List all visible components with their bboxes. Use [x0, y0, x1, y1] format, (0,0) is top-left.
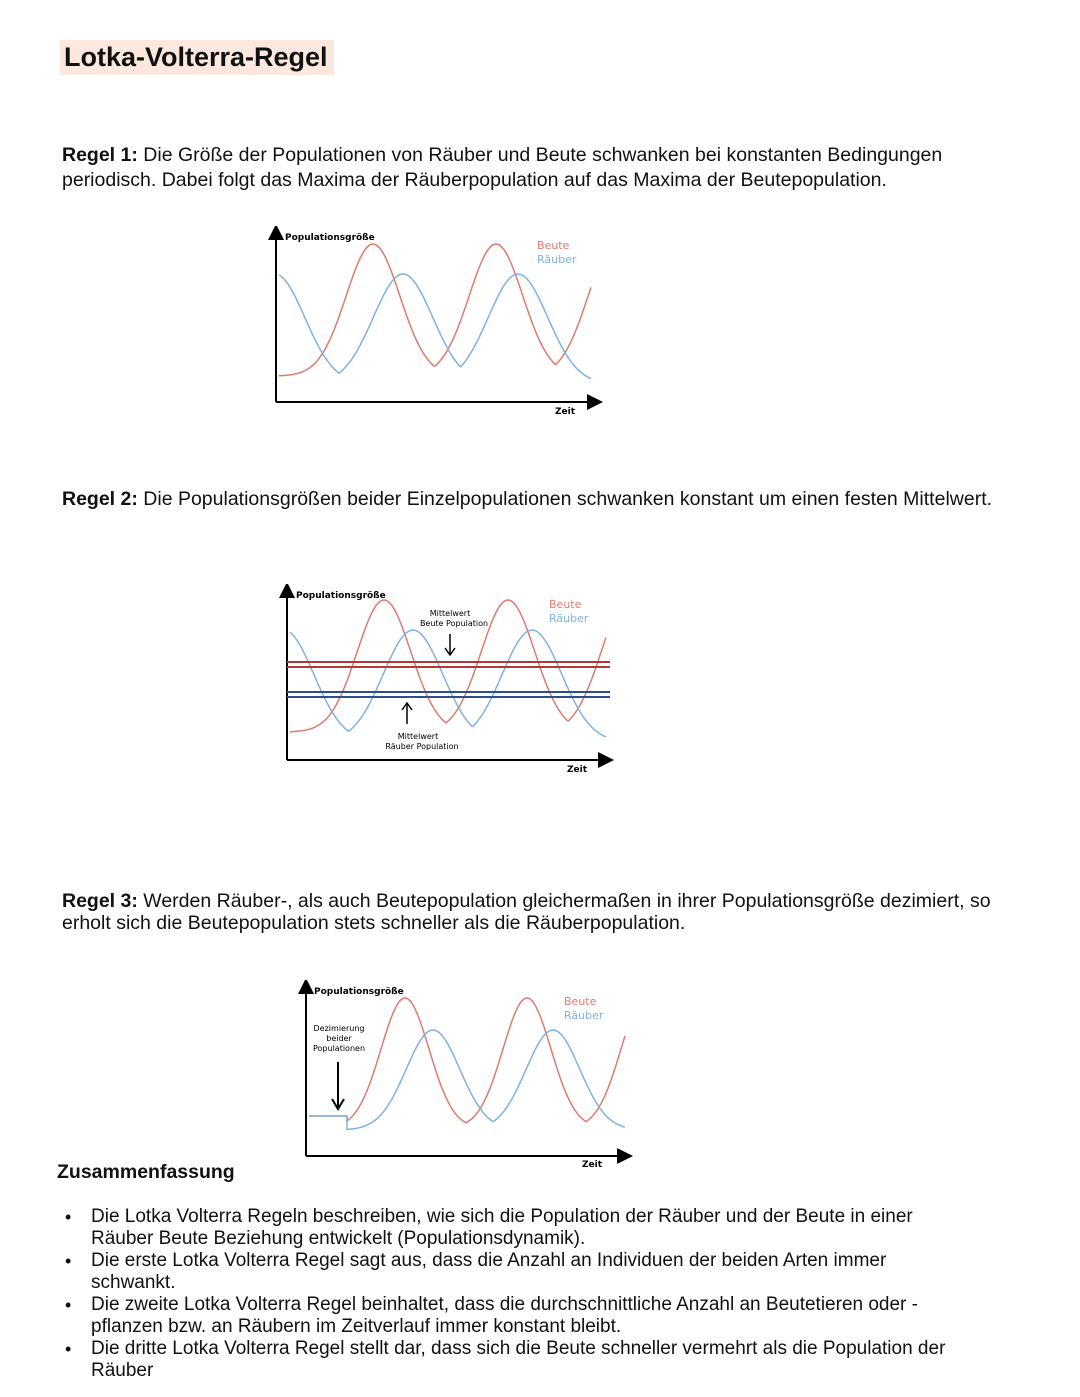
legend-beute: Beute: [564, 995, 597, 1008]
legend-beute: Beute: [537, 239, 570, 252]
x-axis-label: Zeit: [582, 1160, 603, 1170]
list-item: • Die dritte Lotka Volterra Regel stellt dar, dass sich die Beute schneller vermehrt als die Population der Räuber: [60, 1338, 960, 1382]
annotation-dezimierung-1: Dezimierung: [313, 1024, 365, 1033]
annotation-dezimierung-2: beider: [326, 1034, 352, 1043]
list-item: • Die zweite Lotka Volterra Regel beinhaltet, dass die durchschnittliche Anzahl an Beutetieren oder -pflanzen bzw. an Räubern im Zeitverlauf immer konstant bleibt.: [60, 1294, 960, 1338]
list-item: • Die Lotka Volterra Regeln beschreiben, wie sich die Population der Räuber und der Beute in einer Räuber Beute Beziehung entwickelt (Populationsdynamik).: [60, 1206, 960, 1250]
rule-1-text: Die Größe der Populationen von Räuber und Beute schwanken bei konstanten Bedingungen periodisch. Dabei folgt das Maxima der Räuberpopulation auf das Maxima der Beutepopulation.: [62, 144, 943, 191]
arrow-down-icon: [332, 1062, 344, 1109]
annotation-mittelwert-raeuber-1: Mittelwert: [397, 732, 439, 741]
list-item: • Die erste Lotka Volterra Regel sagt aus, dass die Anzahl an Individuen der beiden Arten immer schwankt.: [60, 1250, 960, 1294]
summary-heading: Zusammenfassung: [57, 1161, 235, 1183]
y-axis-label: Populationsgröße: [285, 233, 375, 243]
series-raeuber: [279, 274, 591, 379]
legend-raeuber: Räuber: [549, 612, 589, 625]
arrow-down-icon: [445, 634, 455, 655]
page-title: Lotka-Volterra-Regel: [60, 40, 334, 75]
rule-2: [62, 487, 1022, 512]
x-axis-label: Zeit: [567, 765, 588, 775]
figure-3: [295, 980, 635, 1174]
mean-line-raeuber: [287, 692, 610, 697]
figure-2: [276, 584, 616, 778]
figure-1: [265, 226, 605, 420]
rule-3: [62, 890, 1022, 934]
annotation-mittelwert-beute-1: Mittelwert: [429, 609, 471, 618]
rule-3-text: Werden Räuber-, als auch Beutepopulation gleichermaßen in ihrer Populationsgröße dezimiert, so erholt sich die Beutepopulation stets schneller als die Räuberpopulation.: [62, 890, 991, 934]
rule-1-label: Regel 1:: [62, 144, 138, 166]
rule-2-label: Regel 2:: [62, 488, 138, 510]
legend-raeuber: Räuber: [564, 1009, 604, 1022]
y-axis-label: Populationsgröße: [314, 987, 404, 997]
x-axis-label: Zeit: [555, 407, 576, 417]
rule-2-text: Die Populationsgrößen beider Einzelpopulationen schwanken konstant um einen festen Mittelwert.: [137, 488, 993, 510]
annotation-dezimierung-3: Populationen: [312, 1044, 366, 1053]
annotation-mittelwert-beute-2: Beute Population: [419, 619, 489, 628]
y-axis-label: Populationsgröße: [296, 591, 386, 601]
arrow-up-icon: [402, 703, 412, 724]
rule-1: [62, 143, 962, 193]
legend-raeuber: Räuber: [537, 253, 577, 266]
summary-list: [60, 1206, 960, 1382]
annotation-mittelwert-raeuber-2: Räuber Population: [385, 742, 459, 751]
mean-line-beute: [287, 662, 610, 667]
legend-beute: Beute: [549, 598, 582, 611]
rule-3-label: Regel 3:: [62, 890, 138, 912]
